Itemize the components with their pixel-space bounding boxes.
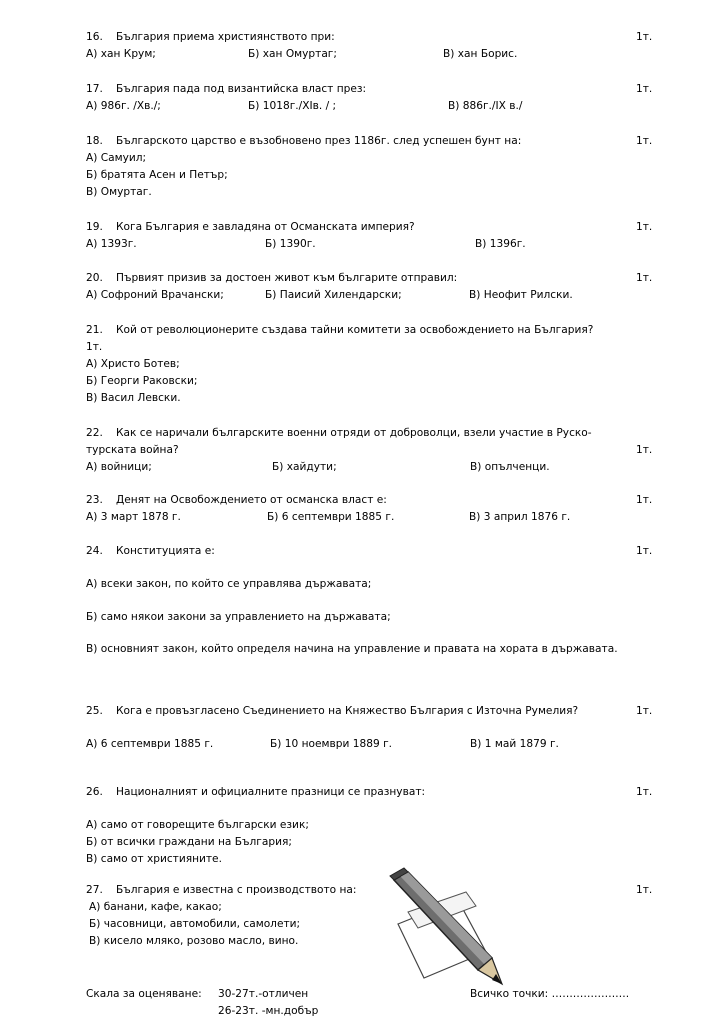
question-points: 1т. [636, 83, 653, 95]
question-text: Кога България е завладяна от Османската империя? [116, 221, 415, 233]
question-points: 1т. [86, 341, 103, 353]
answer-option: А) 3 март 1878 г. [86, 511, 181, 523]
question-26: 26. Националният и официалните празници се празнуват: [86, 786, 426, 798]
answer-option: Б) 1390г. [265, 238, 316, 250]
question-text: Денят на Освобождението от османска власт е: [116, 494, 387, 506]
question-18: 18. Българското царство е възобновено през 1186г. след успешен бунт на: [86, 135, 522, 147]
question-text: Конституцията е: [116, 545, 215, 557]
answer-option: А) 1393г. [86, 238, 137, 250]
answer-option: Б) Паисий Хилендарски; [265, 289, 402, 301]
grading-scale-excellent: 30-27т.-отличен [218, 988, 309, 1000]
answer-option: А) Христо Ботев; [86, 358, 180, 370]
answer-option: Б) братята Асен и Петър; [86, 169, 228, 181]
answer-option: Б) хан Омуртаг; [248, 48, 337, 60]
question-25: 25. Кога е провъзгласено Съединението на Княжество България с Източна Румелия? [86, 705, 579, 717]
answer-option: А) банани, кафе, какао; [89, 901, 222, 913]
answer-option: В) Омуртаг. [86, 186, 152, 198]
question-text: Кой от революционерите създава тайни комитети за освобождението на България? [116, 324, 594, 336]
answer-option: А) 986г. /Хв./; [86, 100, 161, 112]
question-points: 1т. [636, 494, 653, 506]
question-text: Кога е провъзгласено Съединението на Княжество България с Източна Румелия? [116, 705, 579, 717]
answer-option: Б) 1018г./XIв. / ; [248, 100, 337, 112]
question-text: България приема християнството при: [116, 31, 335, 43]
question-27: 27. България е известна с производството на: [86, 884, 357, 896]
question-17: 17. България пада под византийска власт през: [86, 83, 367, 95]
question-23: 23. Денят на Освобождението от османска власт е: [86, 494, 387, 506]
question-19: 19. Кога България е завладяна от Османската империя? [86, 221, 415, 233]
answer-option: А) хан Крум; [86, 48, 156, 60]
question-points: 1т. [636, 221, 653, 233]
answer-option: Б) 6 септември 1885 г. [267, 511, 395, 523]
answer-option: В) 1 май 1879 г. [470, 738, 559, 750]
question-points: 1т. [636, 884, 653, 896]
grading-scale-label: Скала за оценяване: [86, 988, 202, 1000]
question-24: 24. Конституцията е: [86, 545, 215, 557]
answer-option: В) хан Борис. [443, 48, 518, 60]
question-points: 1т. [636, 786, 653, 798]
answer-option: Б) от всички граждани на България; [86, 836, 292, 848]
question-text: Как се наричали българските военни отряди от доброволци, взели участие в Руско- [116, 427, 592, 439]
question-text: Българското царство е възобновено през 1186г. след успешен бунт на: [116, 135, 522, 147]
grading-scale-very-good: 26-23т. -мн.добър [218, 1005, 319, 1017]
answer-option: Б) 10 ноември 1889 г. [270, 738, 393, 750]
question-points: 1т. [636, 545, 653, 557]
pencil-clipart-icon [380, 866, 510, 991]
answer-option: В) основният закон, който определя начина на управление и правата на хората в държавата. [86, 643, 618, 655]
question-22: 22. Как се наричали българските военни отряди от доброволци, взели участие в Руско- [86, 427, 592, 439]
answer-option: В) 3 април 1876 г. [469, 511, 571, 523]
answer-option: В) опълченци. [470, 461, 550, 473]
answer-option: А) само от говорещите български език; [86, 819, 309, 831]
answer-option: В) Васил Левски. [86, 392, 181, 404]
answer-option: А) Софроний Врачански; [86, 289, 224, 301]
answer-option: Б) Георги Раковски; [86, 375, 198, 387]
question-21: 21. Кой от революционерите създава тайни комитети за освобождението на България? [86, 324, 594, 336]
answer-option: В) 886г./IX в./ [448, 100, 523, 112]
answer-option: А) войници; [86, 461, 152, 473]
answer-option: Б) хайдути; [272, 461, 337, 473]
total-points-label: Всичко точки: …………………. [470, 988, 630, 1000]
question-16: 16. България приема християнството при: [86, 31, 335, 43]
question-text: Националният и официалните празници се празнуват: [116, 786, 426, 798]
answer-option: В) само от християните. [86, 853, 222, 865]
question-points: 1т. [636, 31, 653, 43]
answer-option: В) Неофит Рилски. [469, 289, 573, 301]
answer-option: А) всеки закон, по който се управлява държавата; [86, 578, 372, 590]
question-text: България пада под византийска власт през: [116, 83, 367, 95]
answer-option: В) 1396г. [475, 238, 526, 250]
question-points: 1т. [636, 705, 653, 717]
answer-option: Б) часовници, автомобили, самолети; [89, 918, 301, 930]
answer-option: В) кисело мляко, розово масло, вино. [89, 935, 299, 947]
question-points: 1т. [636, 444, 653, 456]
question-text: Първият призив за достоен живот към българите отправил: [116, 272, 458, 284]
answer-option: А) 6 септември 1885 г. [86, 738, 214, 750]
question-text-continued: турската война? [86, 444, 179, 456]
question-points: 1т. [636, 272, 653, 284]
question-20: 20. Първият призив за достоен живот към българите отправил: [86, 272, 458, 284]
answer-option: А) Самуил; [86, 152, 147, 164]
answer-option: Б) само някои закони за управлението на държавата; [86, 611, 391, 623]
question-text: България е известна с производството на: [116, 884, 357, 896]
question-points: 1т. [636, 135, 653, 147]
